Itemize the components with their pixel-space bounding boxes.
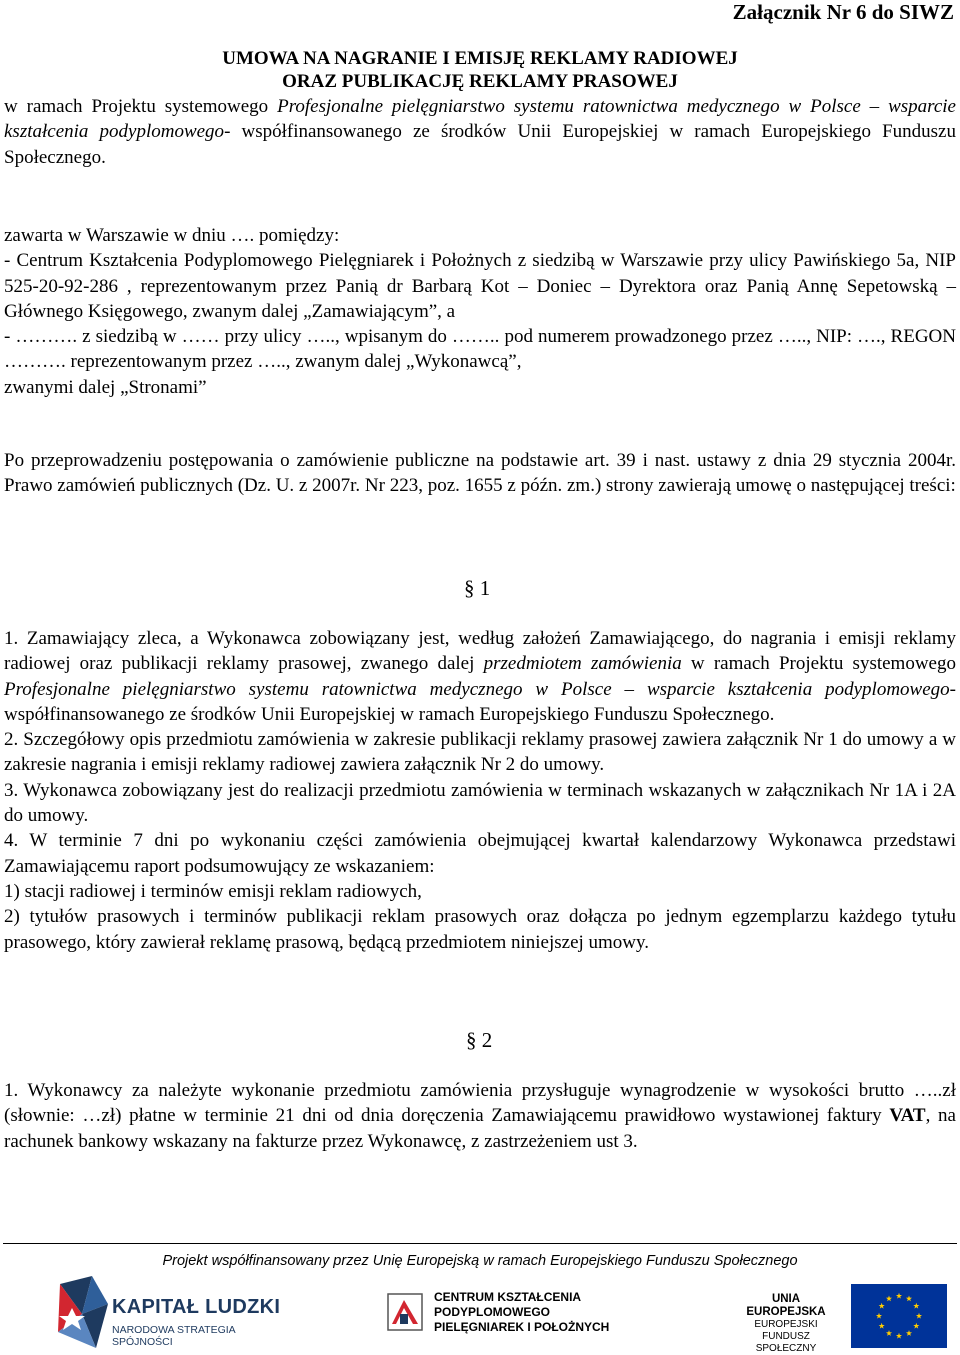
section2-point1-text-a: 1. Wykonawcy za należyte wykonanie przedmiotu zamówienia przysługuje wynagrodzenie w wysokości brutto …..zł (słownie: …zł) płatne w terminie 21 dni od dnia doręczenia Zamawiającemu prawidłowo wystawionej faktury bbox=[4, 1080, 956, 1127]
document-title-line1: UMOWA NA NAGRANIE I EMISJĘ REKLAMY RADIOWEJ bbox=[222, 48, 738, 69]
ckppip-emblem-icon bbox=[384, 1288, 426, 1338]
eu-flag-icon bbox=[851, 1284, 947, 1348]
section2-point1-vat: VAT bbox=[889, 1105, 926, 1127]
preamble-paragraph: Po przeprowadzeniu postępowania o zamówienie publiczne na podstawie art. 39 i nast. ustawy z dnia 29 stycznia 2004r. Prawo zamówień publicznych (Dz. U. z 2007r. Nr 223, poz. 1655 z późn. zm.) strony zawierają umowę o następującej treści: bbox=[4, 450, 956, 497]
section2-point1-text-c: , na rachunek bankowy wskazany na fakturze przez Wykonawcę, z zastrzeżeniem ust 3. bbox=[4, 1105, 956, 1152]
section1-point1-text-c: w ramach Projektu systemowego bbox=[681, 653, 956, 675]
section1-point1-project: Profesjonalne pielęgniarstwo systemu ratownictwa medycznego w Polsce – wsparcie kształcenia podyplomowego bbox=[4, 678, 950, 700]
kapital-ludzki-title: KAPITAŁ LUDZKI bbox=[112, 1296, 281, 1318]
party-contractor: - ………. z siedzibą w …… przy ulicy ….., wpisanym do …….. pod numerem prowadzonego przez ….., NIP: …., REGON ………. reprezentowanym przez ….., zwanym dalej „Wykonawcą”, bbox=[4, 326, 956, 373]
parties-summary: zwanymi dalej „Stronami” bbox=[4, 376, 207, 398]
section1-point1 bbox=[4, 626, 956, 727]
document-title-line2: ORAZ PUBLIKACJĘ REKLAMY PRASOWEJ bbox=[282, 71, 678, 92]
contract-date-line: zawarta w Warszawie w dniu …. pomiędzy: bbox=[4, 225, 340, 246]
ckppip-name-line2: PODYPLOMOWEGO bbox=[434, 1305, 551, 1319]
party-ordering: - Centrum Kształcenia Podyplomowego Pielęgniarek i Położnych z siedzibą w Warszawie przy ulicy Pawińskiego 5a, NIP 525-20-92-286 , reprezentowanym przez Panią dr Barbarą Kot – Doniec – Dyrektora oraz Panią Annę Sepetowską – Głównego Księgowego, zwanym dalej „Zamawiającym”, a bbox=[4, 250, 956, 322]
eu-fund-name bbox=[731, 1293, 841, 1355]
section1-point4: 4. W terminie 7 dni po wykonaniu części zamówienia obejmującej kwartał kalendarzowy Wykonawca przedstawi Zamawiającemu raport podsumowujący ze wskazaniem: bbox=[4, 830, 956, 877]
section1-body bbox=[4, 626, 956, 955]
section1-heading: § 1 bbox=[464, 576, 491, 600]
intro-paragraph bbox=[4, 94, 956, 170]
intro-project-name: Profesjonalne pielęgniarstwo systemu ratownictwa medycznego w Polsce – wsparcie kształcenia podyplomowego bbox=[4, 96, 956, 143]
kapital-ludzki-logo bbox=[52, 1274, 292, 1352]
section1-point1-text-a: 1. Zamawiający zleca, a Wykonawca zobowiązany jest, według założeń Zamawiającego, do nagrania i emisji reklamy radiowej oraz publikacji reklamy prasowej, zwanego dalej bbox=[4, 628, 956, 675]
eu-name-line3: FUNDUSZ SPOŁECZNY bbox=[755, 1331, 817, 1354]
ckppip-name-line3: PIELĘGNIAREK I POŁOŻNYCH bbox=[434, 1320, 610, 1334]
ckppip-name-line1: CENTRUM KSZTAŁCENIA bbox=[434, 1290, 582, 1304]
section1-point1-subject: przedmiotem zamówienia bbox=[483, 653, 682, 675]
section1-point2: 2. Szczegółowy opis przedmiotu zamówienia w zakresie publikacji reklamy prasowej zawiera załącznik Nr 1 do umowy a w zakresie nagrania i emisji reklamy radiowej zawiera załącznik Nr 2 do umowy. bbox=[4, 729, 956, 776]
intro-prefix: w ramach Projektu systemowego bbox=[4, 96, 278, 117]
ckppip-name bbox=[434, 1290, 609, 1335]
kapital-ludzki-emblem-icon bbox=[52, 1274, 110, 1352]
eu-name-line2: EUROPEJSKI bbox=[754, 1319, 818, 1330]
annex-label: Załącznik Nr 6 do SIWZ bbox=[732, 0, 954, 24]
kapital-ludzki-subtitle: NARODOWA STRATEGIA SPÓJNOŚCI bbox=[112, 1324, 236, 1348]
intro-suffix: - współfinansowanego ze środków Unii Europejskiej w ramach Europejskiego Funduszu Społecznego. bbox=[4, 121, 956, 168]
footer-funding-note: Projekt współfinansowany przez Unię Europejską w ramach Europejskiego Funduszu Społecznego bbox=[162, 1253, 798, 1269]
ckppip-logo bbox=[384, 1278, 644, 1348]
section2-heading: § 2 bbox=[466, 1028, 493, 1052]
footer-divider bbox=[3, 1243, 957, 1244]
section1-point1-text-e: - współfinansowanego ze środków Unii Europejskiej w ramach Europejskiego Funduszu Społecznego. bbox=[4, 678, 956, 725]
section2-body bbox=[4, 1078, 956, 1154]
parties-block bbox=[4, 223, 956, 400]
section1-point3: 3. Wykonawca zobowiązany jest do realizacji przedmiotu zamówienia w terminach wskazanych w załącznikach Nr 1A i 2A do umowy. bbox=[4, 779, 956, 827]
section1-point4-item1: 1) stacji radiowej i terminów emisji reklam radiowych, bbox=[4, 880, 422, 902]
section1-point4-item2: 2) tytułów prasowych i terminów publikacji reklam prasowych oraz dołącza po jednym egzemplarzu każdego tytułu prasowego, który zawierał reklamę prasową, będącą przedmiotem niniejszej umowy. bbox=[4, 906, 956, 953]
eu-name-line1: UNIA EUROPEJSKA bbox=[746, 1293, 826, 1318]
eu-logo bbox=[727, 1280, 957, 1354]
